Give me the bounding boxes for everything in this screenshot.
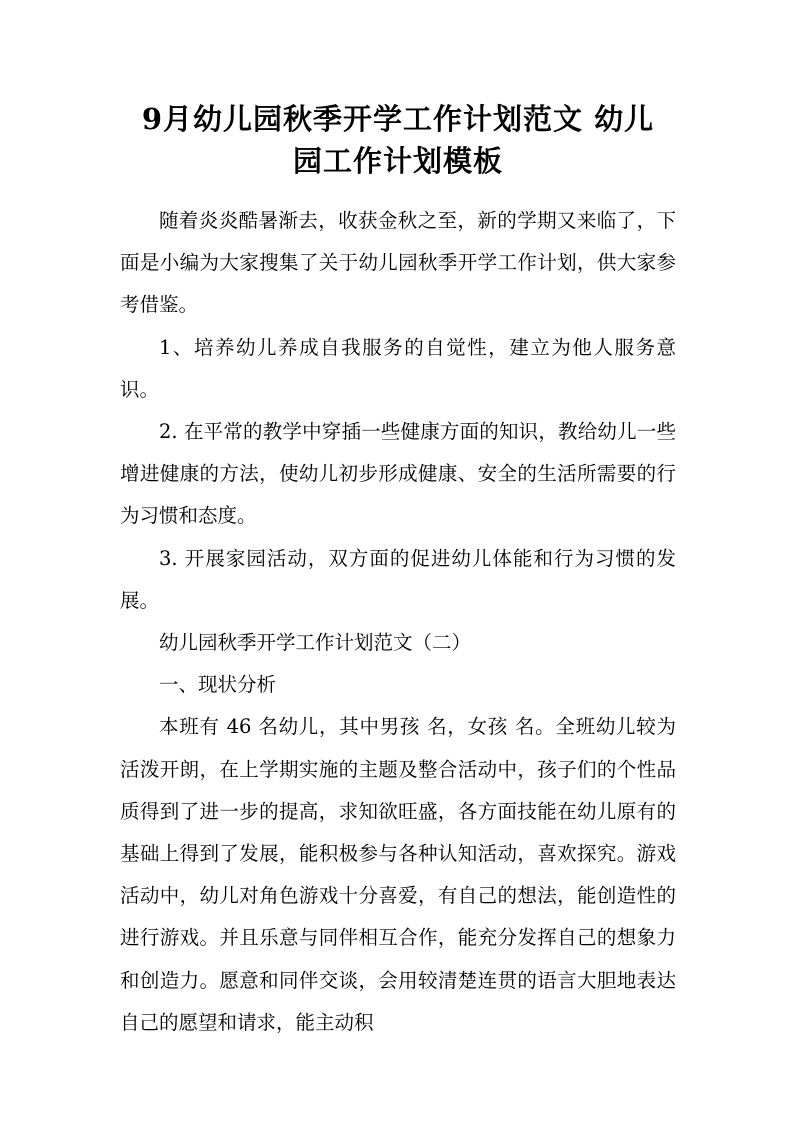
list-item-2: 2. 在平常的教学中穿插一些健康方面的知识，教给幼儿一些增进健康的方法，使幼儿初步形成健康、安全的生活所需要的行为习惯和态度。 bbox=[120, 420, 676, 528]
document-title bbox=[118, 98, 678, 182]
list-item-3: 3. 开展家园活动，双方面的促进幼儿体能和行为习惯的发展。 bbox=[120, 546, 676, 612]
subsection-heading: 一、现状分析 bbox=[159, 673, 277, 697]
analysis-paragraph: 本班有 46 名幼儿，其中男孩 名，女孩 名。全班幼儿较为活泼开朗，在上学期实施的主题及整合活动中，孩子们的个性品质得到了进一步的提高，求知欲旺盛，各方面技能在幼儿原有的基础上得到了发展，能积极参与各种认知活动，喜欢探究。游戏活动中，幼儿对角色游戏十分喜爱，有自己的想法，能创造性的进行游戏。并且乐意与同伴相互合作，能充分发挥自己的想象力和创造力。愿意和同伴交谈，会用较清楚连贯的语言大胆地表达自己的愿望和请求，能主动积 bbox=[120, 715, 676, 1034]
title-line-2: 园工作计划模板 bbox=[292, 144, 503, 178]
section-heading: 幼儿园秋季开学工作计划范文（二） bbox=[159, 631, 472, 655]
document-body bbox=[120, 200, 676, 1044]
intro-paragraph: 随着炎炎酷暑渐去，收获金秋之至，新的学期又来临了，下面是小编为大家搜集了关于幼儿园秋季开学工作计划，供大家参考借鉴。 bbox=[120, 209, 676, 317]
title-line-1: 9月幼儿园秋季开学工作计划范文 幼儿 bbox=[141, 102, 655, 136]
list-item-1: 1、培养幼儿养成自我服务的自觉性，建立为他人服务意识。 bbox=[120, 335, 676, 401]
